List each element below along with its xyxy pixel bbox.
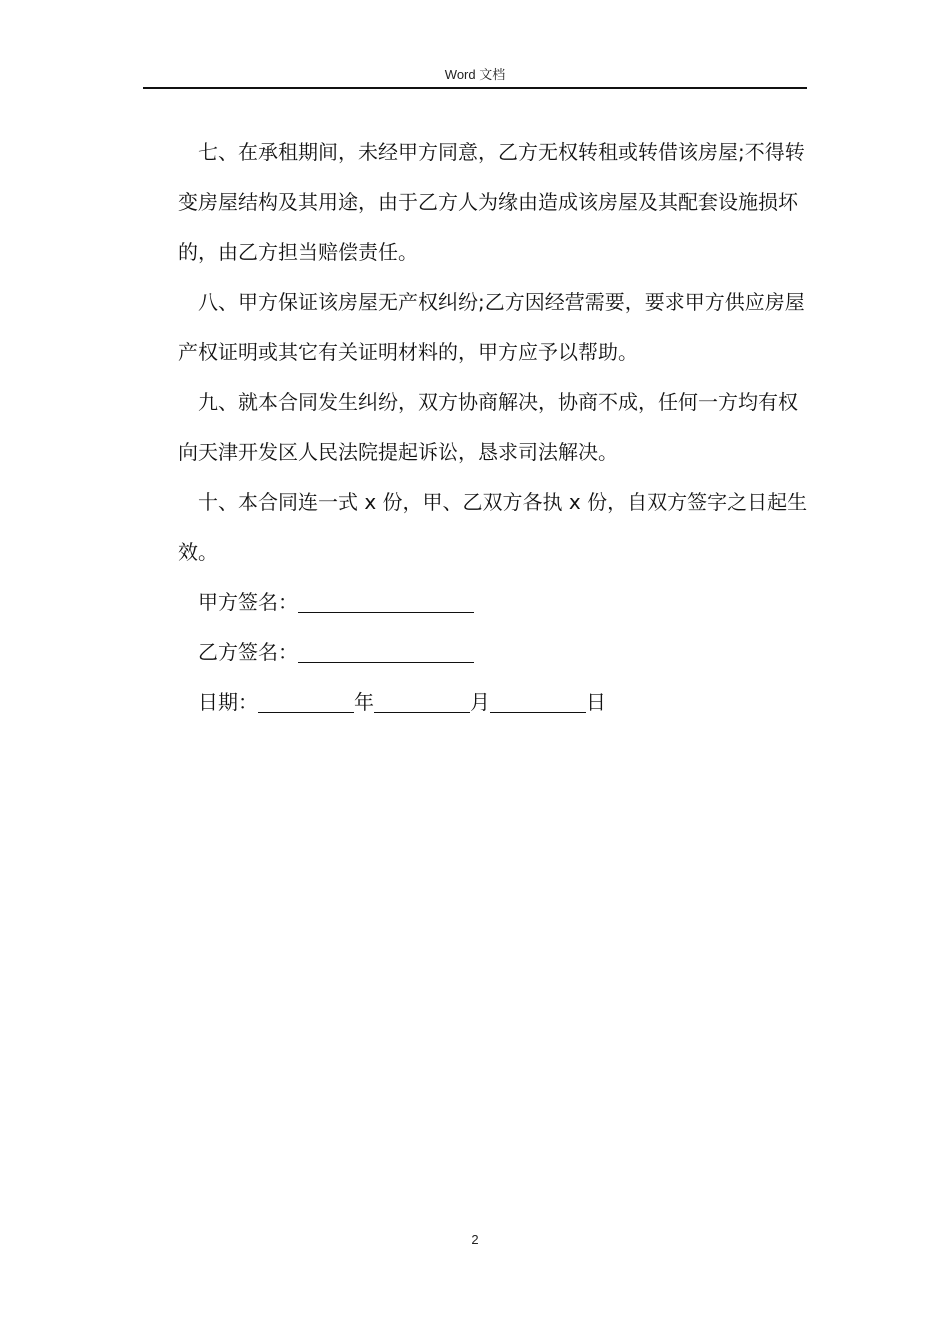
party-b-signature-blank (298, 642, 474, 663)
party-b-signature-label: 乙方签名： (198, 640, 298, 664)
party-a-signature-line (178, 577, 808, 627)
clause-7: 七、在承租期间，未经甲方同意，乙方无权转租或转借该房屋;不得转变房屋结构及其用途，由于乙方人为缘由造成该房屋及其配套设施损坏的，由乙方担当赔偿责任。 (178, 140, 805, 264)
document-body (178, 127, 808, 727)
date-line (178, 677, 808, 727)
date-label: 日期： (198, 690, 258, 714)
page-number: 2 (471, 1232, 479, 1247)
year-blank (258, 692, 354, 713)
month-blank (374, 692, 470, 713)
year-label: 年 (354, 690, 374, 714)
page-header: Word 文档 (444, 67, 506, 82)
clause-8: 八、甲方保证该房屋无产权纠纷;乙方因经营需要，要求甲方供应房屋产权证明或其它有关证明材料的，甲方应予以帮助。 (178, 290, 805, 364)
clause-10: 十、本合同连一式 x 份，甲、乙双方各执 x 份，自双方签字之日起生效。 (178, 490, 808, 564)
party-a-signature-label: 甲方签名： (198, 590, 298, 614)
month-label: 月 (470, 690, 490, 714)
day-blank (490, 692, 586, 713)
day-label: 日 (586, 690, 606, 714)
header-divider (143, 87, 807, 89)
party-b-signature-line (178, 627, 808, 677)
clause-9: 九、就本合同发生纠纷，双方协商解决，协商不成，任何一方均有权向天津开发区人民法院提起诉讼，恳求司法解决。 (178, 390, 798, 464)
party-a-signature-blank (298, 592, 474, 613)
